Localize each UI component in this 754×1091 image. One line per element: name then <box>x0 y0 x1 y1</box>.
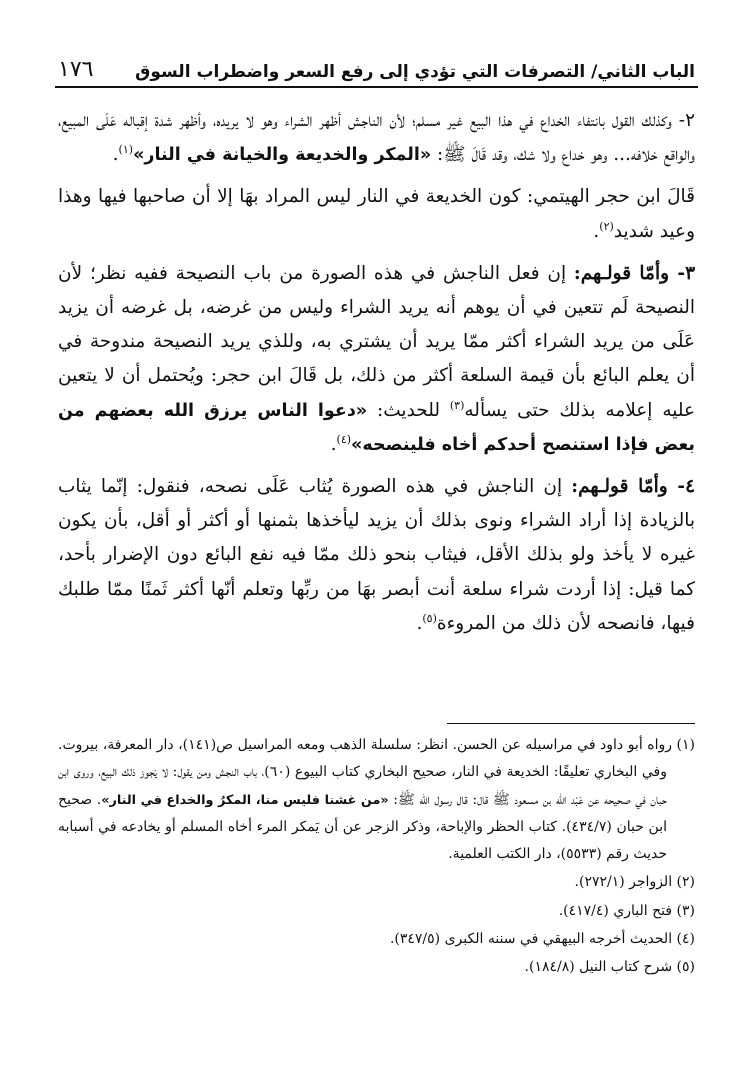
paragraph-4: ٤- وأمّا قولـهم: إن الناجش في هذه الصورة يُثاب عَلَى نصحه، فنقول: إنّما يثاب بالزيادة إذا أراد الشراء ونوى بذلك أن يزيد ليأخذها بثمنها أو أكثر أو أقل، بأن يكون غيره لا يأخذ ولو بذلك الأقل، فيثاب بنحو ذلك ممّا فيه نفع البائع دون الإضرار بأحد، كما قيل: إذا أردت شراء سلعة أنت أبصر بهَا من ربِّها وتعلم أنّها أكثر ثَمنًا ممّا طلبك فيها، فانصحه لأن ذلك من المروءة$^{(٥)}$. <box>58 476 695 634</box>
paragraph-1-text: ٢- وكذلك القول بانتفاء الخداع في هذا البيع غير مسلم؛ لأن الناجش أظهر الشراء وهو لا يريده، وأظهر شدة إقباله عَلَى المبيع، والواقع خلافه... وهو خداع ولا شك، وقد قَالَ ﷺ: <box>58 110 695 166</box>
main-text <box>58 104 695 641</box>
footnote-ref-1: (١) <box>118 143 134 157</box>
paragraph-1: ٢- وكذلك القول بانتفاء الخداع في هذا البيع غير مسلم؛ لأن الناجش أظهر الشراء وهو لا يريده، وأظهر شدة إقباله عَلَى المبيع، والواقع خلافه... وهو خداع ولا شك، وقد قَالَ ﷺ: «المكر والخديعة والخيانة في النار»$^{(١)}$. <box>58 110 695 166</box>
page-number: ١٧٦ <box>58 57 94 82</box>
hadith-quote-2: «دعوا الناس يرزق الله بعضهم من بعض فإذا استنصح أحدكم أخاه فلينصحه» <box>58 400 695 455</box>
paragraph-2: قَالَ ابن حجر الهيتمي: كون الخديعة في النار ليس المراد بهَا إلا أن صاحبها فيها وهذا وعيد شديد$^{(٢)}$. <box>58 186 695 242</box>
footnote-5: (٥) شرح كتاب النيل (١٨٤/٨). <box>524 959 695 976</box>
paragraph-3-text-b: للحديث: <box>367 399 450 421</box>
running-title: الباب الثاني/ التصرفات التي تؤدي إلى رفع السعر واضطراب السوق <box>135 62 695 82</box>
footnote-4: (٤) الحديث أخرجه البيهقي في سننه الكبرى (٣٤٧/٥). <box>389 931 695 948</box>
footnote-ref-2: (٢) <box>599 219 614 233</box>
paragraph-4-text: إن الناجش في هذه الصورة يُثاب عَلَى نصحه، فنقول: إنّما يثاب بالزيادة إذا أراد الشراء ونوى بذلك أن يزيد ليأخذها بثمنها أو أكثر أو أقل، بأن يكون غيره لا يأخذ ولو بذلك الأقل، فيثاب بنحو ذلك ممّا فيه نفع البائع دون الإضرار بأحد، كما قيل: إذا أردت شراء سلعة أنت أبصر بهَا من ربِّها وتعلم أنّها أكثر ثَمنًا ممّا طلبك فيها، فانصحه لأن ذلك من المروءة <box>58 476 695 634</box>
header-rule <box>55 86 698 88</box>
footnotes <box>58 732 695 983</box>
footnote-1 <box>58 732 695 868</box>
footnote-2: (٢) الزواجر (٢٧٢/١). <box>574 874 695 891</box>
footnote-1-text-b: . صحيح ابن حبان (٤٣٤/٧). كتاب الحظر والإباحة، وذكر الزجر عن أن يَمكر المرء أخاه المسلم أو يخادعه في أسبابه حديث رقم (٥٥٣٣)، دار الكتب العلمية. <box>58 791 667 863</box>
paragraph-3: ٣- وأمّا قولـهم: إن فعل الناجش في هذه الصورة من باب النصيحة ففيه نظر؛ لأن النصيحة لَم تتعين في أن يوهم أنه يريد الشراء وليس من غرضه، بل غرضه أن يزيد عَلَى من يريد الشراء أكثر ممّا يريد أن يشتري به، وللذي يريد النصيحة مندوحة في أن يعلم البائع بأن قيمة السلعة أكثر من ذلك، بل قَالَ ابن حجر: ويُحتمل أن لا يتعين عليه إعلامه بذلك حتى يسأله$^{(٣)}$ للحديث: «دعوا الناس يرزق الله بعضهم من بعض فإذا استنصح أحدكم أخاه فلينصحه»$^{(٤)}$. <box>58 262 695 455</box>
footnote-1-hadith: «من غشنا فليس منا، المكرُ والخداع في النار» <box>101 792 389 808</box>
page-header <box>58 52 695 82</box>
footnote-ref-5: (٥) <box>422 611 437 625</box>
footnote-ref-4: (٤) <box>336 432 352 446</box>
paragraph-2-text: قَالَ ابن حجر الهيتمي: كون الخديعة في النار ليس المراد بهَا إلا أن صاحبها فيها وهذا وعيد شديد <box>58 186 695 242</box>
footnote-ref-3: (٣) <box>449 398 465 412</box>
hadith-quote-1: «المكر والخديعة والخيانة في النار» <box>133 145 432 166</box>
footnote-3: (٣) فتح الباري (٤١٧/٤). <box>558 902 695 919</box>
footnote-rule <box>447 723 695 724</box>
paragraph-3-text-a: إن فعل الناجش في هذه الصورة من باب النصيحة ففيه نظر؛ لأن النصيحة لَم تتعين في أن يوهم أنه يريد الشراء وليس من غرضه، بل غرضه أن يزيد عَلَى من يريد الشراء أكثر ممّا يريد أن يشتري به، وللذي يريد النصيحة مندوحة في أن يعلم البائع بأن قيمة السلعة أكثر من ذلك، بل قَالَ ابن حجر: ويُحتمل أن لا يتعين عليه إعلامه بذلك حتى يسأله <box>58 262 695 421</box>
paragraph-4-lead: ٤- وأمّا قولـهم: <box>571 476 695 498</box>
footnote-1-text-a: (١) رواه أبو داود في مراسيله عن الحسن. انظر: سلسلة الذهب ومعه المراسيل ص(١٤١)، دار المعرفة، بيروت. وفي البخاري تعليقًا: الخديعة في النار، صحيح البخاري كتاب البيوع (٦٠)، باب النجش ومن يقول: لا يَجوز ذلك البيع، وروى ابن حبان في صحيحه عن عَبْد الله بن مسعود ﷺ قال: قال رسول الله ﷺ: <box>58 737 695 808</box>
paragraph-3-lead: ٣- وأمّا قولـهم: <box>573 262 695 284</box>
